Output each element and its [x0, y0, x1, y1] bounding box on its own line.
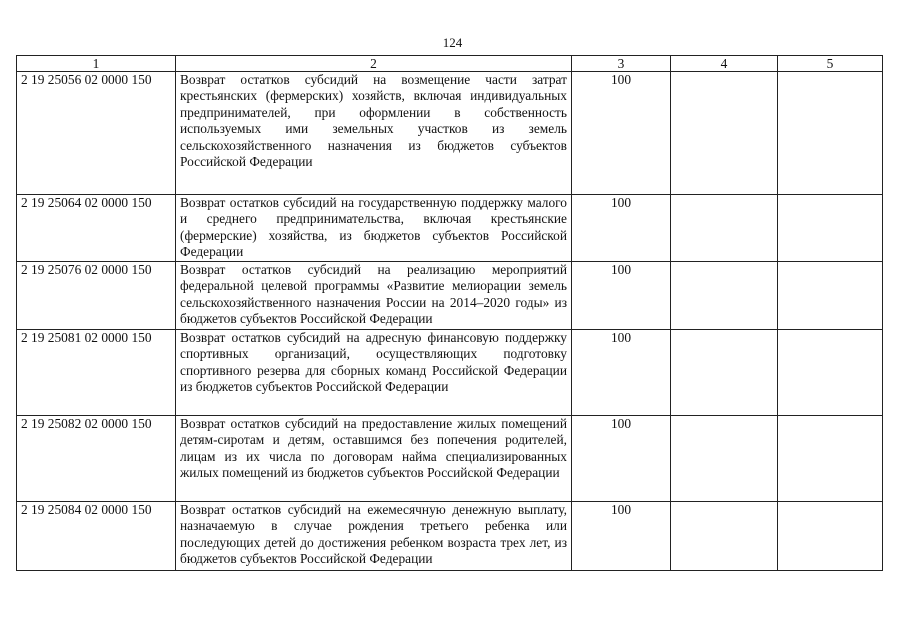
row-col4-value [671, 330, 778, 416]
row-name: Возврат остатков субсидий на ежемесячную денежную выплату, назначаемую в случае рождения третьего ребенка или последующих детей до достижения ребенком возраста трех лет, из бюджетов субъектов Российской Федерации [176, 502, 572, 571]
table-row [17, 195, 883, 262]
table-row [17, 502, 883, 571]
row-col3-value: 100 [572, 502, 671, 571]
row-code: 2 19 25064 02 0000 150 [17, 195, 176, 262]
row-col3-value: 100 [572, 72, 671, 195]
row-col5-value [778, 502, 883, 571]
row-code: 2 19 25076 02 0000 150 [17, 262, 176, 330]
row-name: Возврат остатков субсидий на предоставление жилых помещений детям-сиротам и детям, оставшимся без попечения родителей, лицам из их числа по договорам найма специализированных жилых помещений из бюджетов субъектов Российской Федерации [176, 416, 572, 502]
budget-table [16, 55, 883, 571]
row-col3-value: 100 [572, 262, 671, 330]
row-col5-value [778, 416, 883, 502]
row-name: Возврат остатков субсидий на реализацию мероприятий федеральной целевой программы «Развитие мелиорации земель сельскохозяйственного назначения России на 2014–2020 годы» из бюджетов субъектов Российской Федерации [176, 262, 572, 330]
row-col4-value [671, 72, 778, 195]
row-col4-value [671, 195, 778, 262]
column-header-2: 2 [176, 56, 572, 72]
row-col3-value: 100 [572, 330, 671, 416]
column-header-1: 1 [17, 56, 176, 72]
column-header-4: 4 [671, 56, 778, 72]
row-name: Возврат остатков субсидий на государственную поддержку малого и среднего предпринимательства, включая крестьянские (фермерские) хозяйства, из бюджетов субъектов Российской Федерации [176, 195, 572, 262]
row-col3-value: 100 [572, 416, 671, 502]
row-col4-value [671, 502, 778, 571]
row-col5-value [778, 72, 883, 195]
row-col4-value [671, 262, 778, 330]
row-code: 2 19 25084 02 0000 150 [17, 502, 176, 571]
table-header-row [17, 56, 883, 72]
table-row [17, 330, 883, 416]
row-code: 2 19 25081 02 0000 150 [17, 330, 176, 416]
table-row [17, 72, 883, 195]
table-row [17, 262, 883, 330]
row-col5-value [778, 330, 883, 416]
row-code: 2 19 25056 02 0000 150 [17, 72, 176, 195]
row-col5-value [778, 262, 883, 330]
column-header-3: 3 [572, 56, 671, 72]
row-name: Возврат остатков субсидий на адресную финансовую поддержку спортивных организаций, осуществляющих подготовку спортивного резерва для сборных команд Российской Федерации из бюджетов субъектов Российской Федерации [176, 330, 572, 416]
row-col4-value [671, 416, 778, 502]
row-col3-value: 100 [572, 195, 671, 262]
page-number: 124 [442, 35, 463, 50]
row-col5-value [778, 195, 883, 262]
column-header-5: 5 [778, 56, 883, 72]
table-row [17, 416, 883, 502]
row-code: 2 19 25082 02 0000 150 [17, 416, 176, 502]
row-name: Возврат остатков субсидий на возмещение части затрат крестьянских (фермерских) хозяйств, включая индивидуальных предпринимателей, при оформлении в собственность используемых ими земельных участков из земель сельскохозяйственного назначения из бюджетов субъектов Российской Федерации [176, 72, 572, 195]
